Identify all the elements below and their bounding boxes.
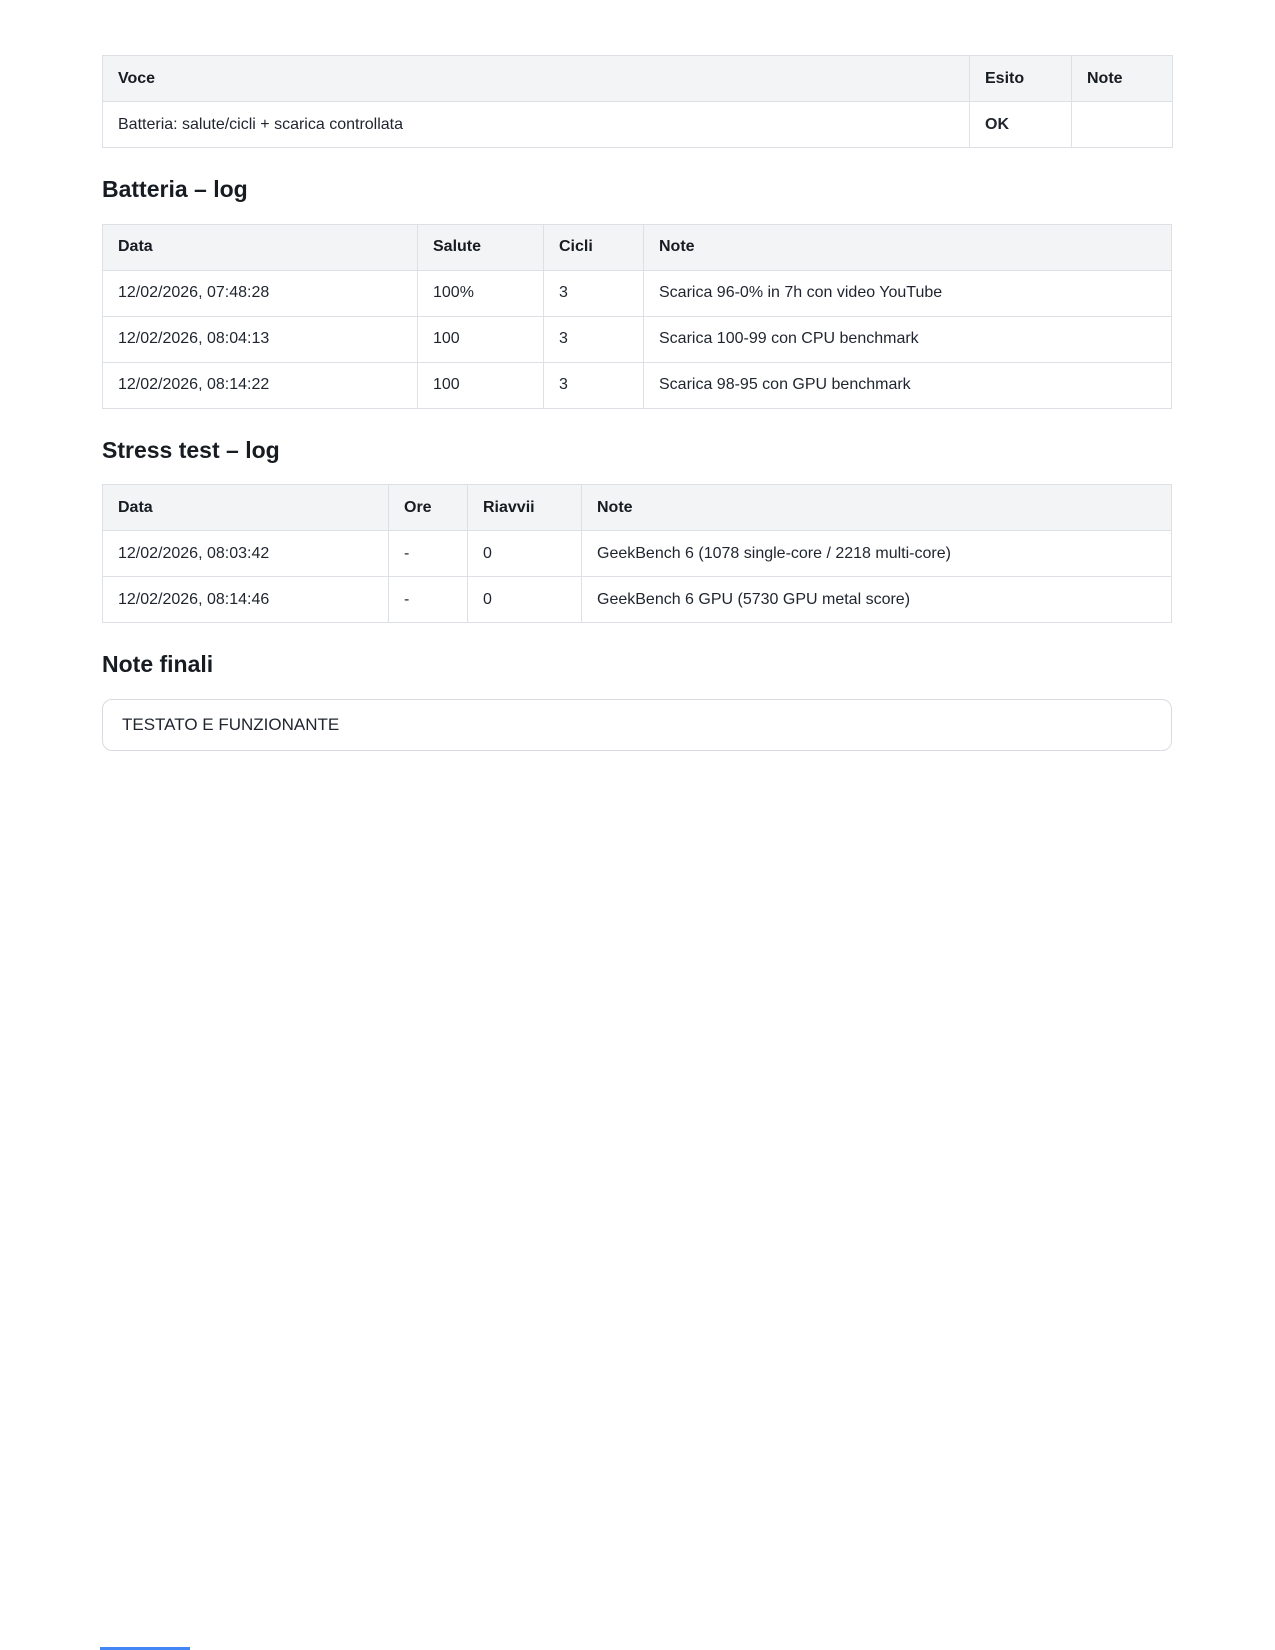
stress-cell-data: 12/02/2026, 08:14:46 (103, 577, 389, 623)
battery-header-row (103, 224, 1172, 270)
stress-cell-riavvii: 0 (468, 577, 582, 623)
battery-row (103, 316, 1172, 362)
battery-row (103, 270, 1172, 316)
battery-cell-note: Scarica 96-0% in 7h con video YouTube (644, 270, 1172, 316)
battery-cell-salute: 100 (418, 362, 544, 408)
summary-header-note: Note (1072, 56, 1173, 102)
stress-header-row (103, 485, 1172, 531)
stress-header-note: Note (582, 485, 1172, 531)
summary-header-row (103, 56, 1173, 102)
battery-cell-salute: 100 (418, 316, 544, 362)
summary-row (103, 102, 1173, 148)
battery-cell-data: 12/02/2026, 08:14:22 (103, 362, 418, 408)
battery-header-data: Data (103, 224, 418, 270)
battery-cell-salute: 100% (418, 270, 544, 316)
stress-cell-ore: - (389, 531, 468, 577)
stress-row (103, 577, 1172, 623)
summary-table (102, 55, 1173, 148)
stress-cell-data: 12/02/2026, 08:03:42 (103, 531, 389, 577)
battery-log-table (102, 224, 1172, 409)
battery-cell-data: 12/02/2026, 08:04:13 (103, 316, 418, 362)
stress-cell-note: GeekBench 6 (1078 single-core / 2218 multi-core) (582, 531, 1172, 577)
summary-cell-voce: Batteria: salute/cicli + scarica controllata (103, 102, 970, 148)
stress-log-table (102, 484, 1172, 623)
battery-cell-cicli: 3 (544, 316, 644, 362)
stress-header-ore: Ore (389, 485, 468, 531)
summary-cell-note (1072, 102, 1173, 148)
summary-header-esito: Esito (970, 56, 1072, 102)
stress-cell-riavvii: 0 (468, 531, 582, 577)
document-page (0, 0, 1275, 751)
stress-log-title: Stress test – log (102, 436, 280, 463)
battery-header-cicli: Cicli (544, 224, 644, 270)
stress-header-data: Data (103, 485, 389, 531)
stress-header-riavvii: Riavvii (468, 485, 582, 531)
battery-cell-note: Scarica 100-99 con CPU benchmark (644, 316, 1172, 362)
summary-header-voce: Voce (103, 56, 970, 102)
stress-cell-note: GeekBench 6 GPU (5730 GPU metal score) (582, 577, 1172, 623)
battery-header-note: Note (644, 224, 1172, 270)
battery-cell-data: 12/02/2026, 07:48:28 (103, 270, 418, 316)
battery-cell-note: Scarica 98-95 con GPU benchmark (644, 362, 1172, 408)
battery-cell-cicli: 3 (544, 362, 644, 408)
battery-log-title: Batteria – log (102, 176, 248, 202)
battery-row (103, 362, 1172, 408)
final-notes-input[interactable]: TESTATO E FUNZIONANTE (102, 699, 1172, 751)
stress-cell-ore: - (389, 577, 468, 623)
battery-cell-cicli: 3 (544, 270, 644, 316)
stress-row (103, 531, 1172, 577)
final-notes-title: Note finali (102, 651, 214, 678)
summary-cell-esito: OK (970, 102, 1072, 148)
battery-header-salute: Salute (418, 224, 544, 270)
